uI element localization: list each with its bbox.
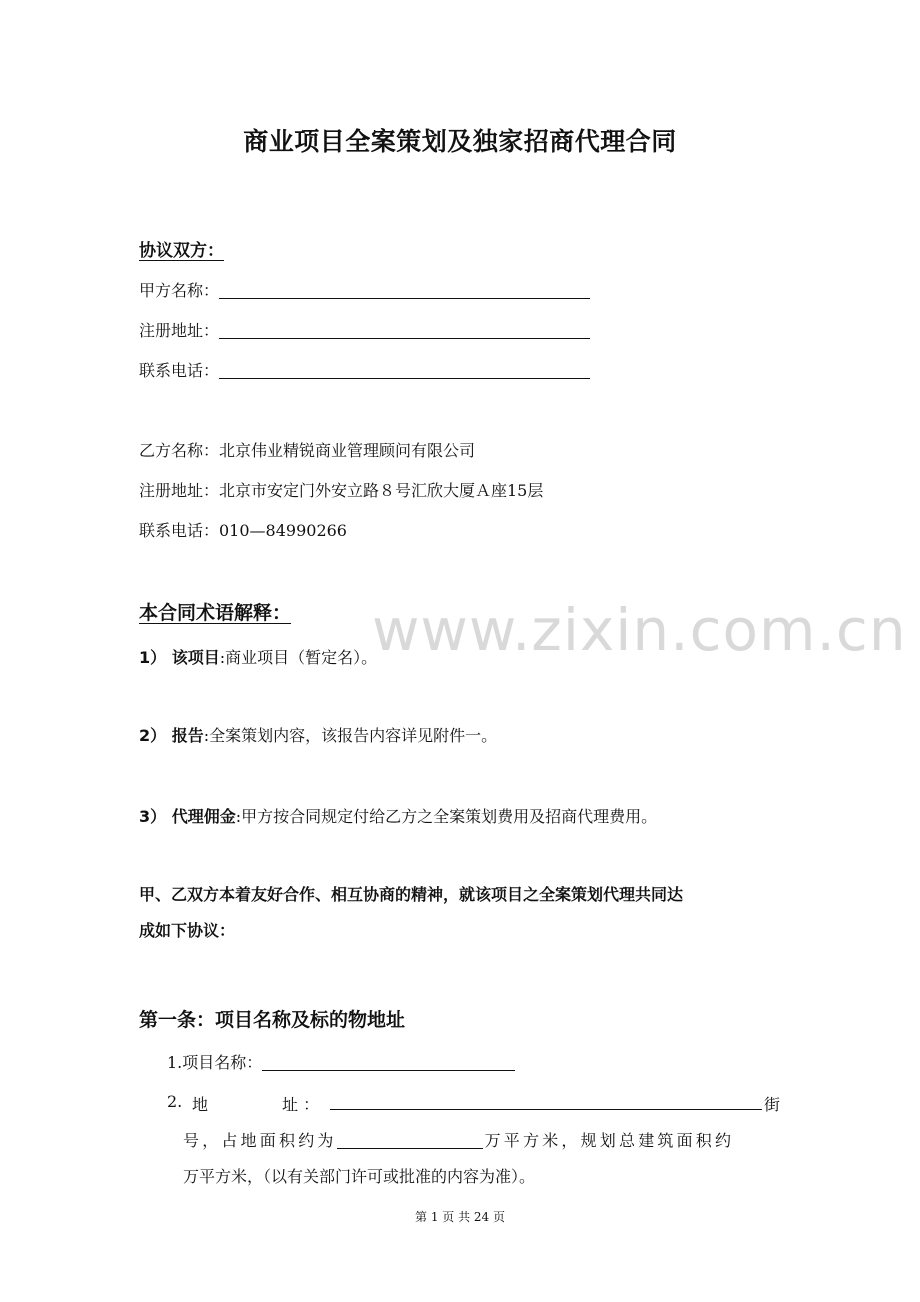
- building-area-label: 万平方米，规划总建筑面积约: [484, 1131, 735, 1150]
- term-item-1: [139, 645, 377, 668]
- term-description: :全案策划内容，该报告内容详见附件一。: [203, 726, 498, 745]
- party-a-phone-field[interactable]: [219, 362, 590, 379]
- page-footer: 第 1 页 共 24 页: [415, 1210, 505, 1224]
- preamble-line-2: 成如下协议：: [139, 921, 236, 940]
- party-a-name-label: 甲方名称：: [139, 281, 220, 300]
- address-label-a: 地: [192, 1095, 209, 1114]
- party-a-address-field[interactable]: [219, 322, 590, 339]
- address-label-b: 址 ：: [282, 1095, 320, 1114]
- area-note: 万平方米，（以有关部门许可或批准的内容为准）。: [183, 1167, 536, 1186]
- land-area-field[interactable]: [337, 1132, 483, 1149]
- term-number: 1）: [139, 648, 172, 667]
- article-1-heading: 第一条：项目名称及标的物地址: [139, 1009, 406, 1031]
- party-a-name-field[interactable]: [219, 282, 590, 299]
- area-row: [183, 1128, 734, 1151]
- term-item-3: [139, 804, 657, 827]
- term-name: 报告: [171, 726, 204, 745]
- term-description: :商业项目（暂定名）。: [219, 648, 378, 667]
- area-label: 号，占地面积约为: [183, 1131, 337, 1150]
- party-a-address-row: [139, 318, 590, 341]
- party-a-phone-label: 联系电话：: [139, 361, 220, 380]
- project-name-row: [167, 1050, 515, 1073]
- party-a-phone-row: [139, 358, 590, 381]
- term-name: 该项目: [171, 648, 220, 667]
- term-number: 2）: [139, 726, 172, 745]
- term-number: 3）: [139, 807, 172, 826]
- address-num: 2.: [167, 1092, 183, 1111]
- party-a-address-label: 注册地址：: [139, 321, 220, 340]
- term-name: 代理佣金: [171, 807, 236, 826]
- contract-title: 商业项目全案策划及独家招商代理合同: [243, 127, 677, 156]
- party-b-name: 乙方名称：北京伟业精锐商业管理顾问有限公司: [139, 441, 476, 460]
- party-b-phone: 联系电话：010—84990266: [139, 521, 347, 540]
- project-name-field[interactable]: [262, 1054, 515, 1071]
- party-b-address: 注册地址：北京市安定门外安立路８号汇欣大厦Ａ座15层: [139, 481, 544, 500]
- preamble-line-1: 甲、乙双方本着友好合作、相互协商的精神，就该项目之全案策划代理共同达: [139, 885, 684, 904]
- project-name-label: 1.项目名称：: [167, 1053, 263, 1072]
- term-item-2: [139, 723, 497, 746]
- address-street-suffix: 街: [764, 1095, 781, 1114]
- address-field[interactable]: [330, 1093, 762, 1110]
- watermark: www.zixin.com.cn: [372, 596, 907, 664]
- parties-heading: 协议双方：: [139, 241, 224, 261]
- term-description: :甲方按合同规定付给乙方之全案策划费用及招商代理费用。: [235, 807, 658, 826]
- terms-heading: 本合同术语解释：: [139, 602, 292, 624]
- party-a-name-row: [139, 278, 590, 301]
